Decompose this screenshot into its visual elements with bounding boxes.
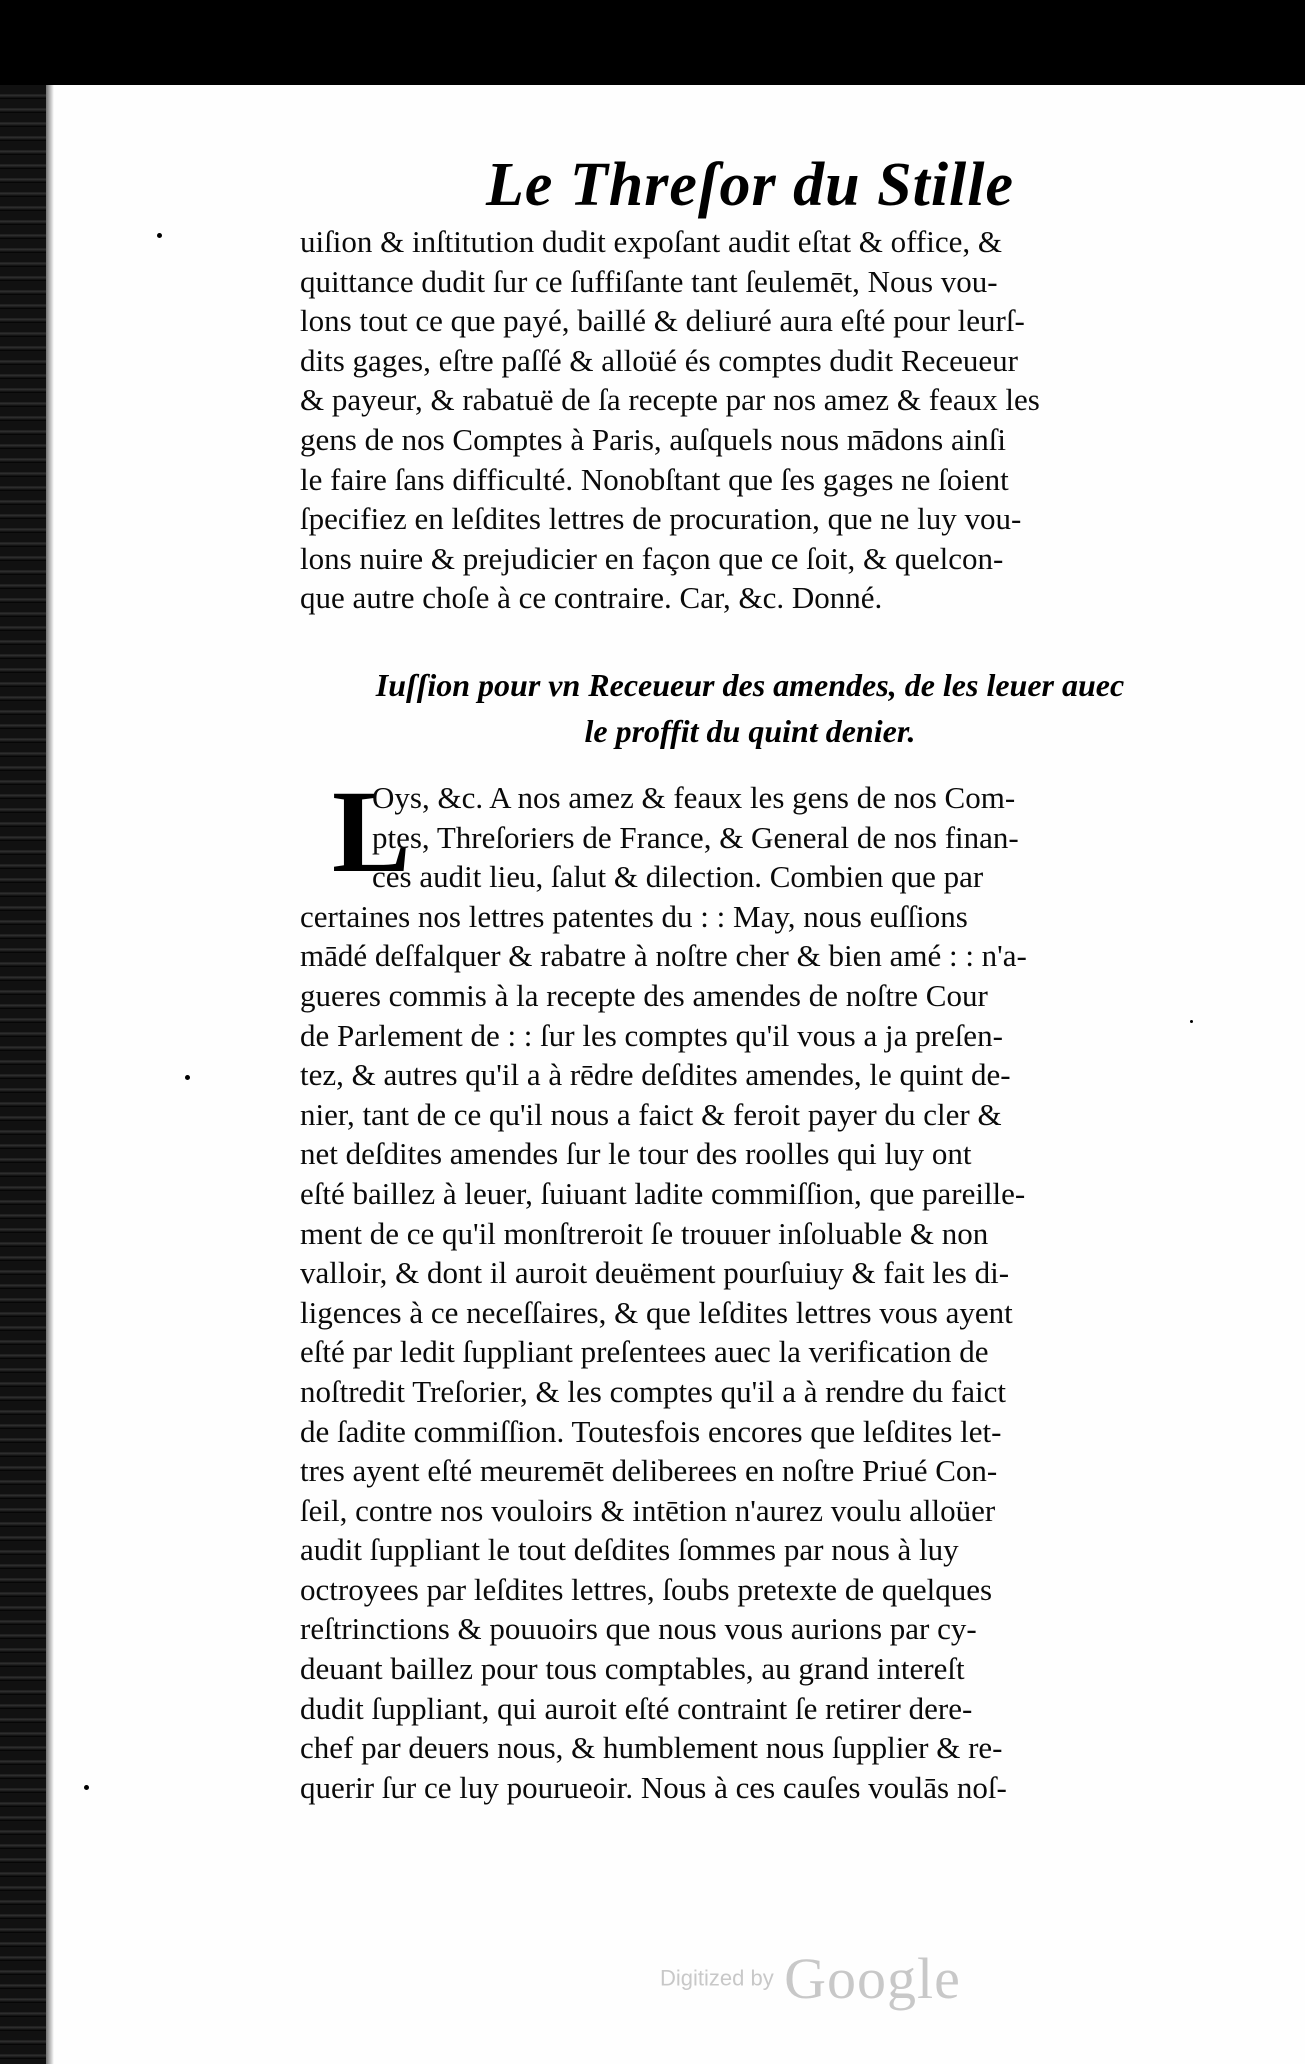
text-line: lons tout ce que payé, baillé & deliuré aura eſté pour leurſ- — [300, 303, 1025, 339]
text-line: certaines nos lettres patentes du : : May, nous euſſions — [300, 898, 968, 934]
text-line: dudit ſuppliant, qui auroit eſté contraint ſe retirer dere- — [300, 1690, 973, 1726]
text-line: net deſdites amendes ſur le tour des roolles qui luy ont — [300, 1136, 972, 1172]
text-line: reſtrinctions & pouuoirs que nous vous aurions par cy- — [300, 1611, 977, 1647]
ink-speck — [84, 1785, 89, 1790]
text-line: tez, & autres qu'il a à rēdre deſdites amendes, le quint de- — [300, 1057, 1011, 1093]
text-line: audit ſuppliant le tout deſdites ſommes par nous à luy — [300, 1532, 959, 1568]
digitized-watermark — [660, 1945, 961, 2012]
text-line: ligences à ce neceſſaires, & que leſdites lettres vous ayent — [300, 1294, 1013, 1330]
text-line: deuant baillez pour tous comptables, au grand intereſt — [300, 1651, 965, 1687]
ink-speck — [157, 233, 162, 238]
text-line: nier, tant de ce qu'il nous a faict & feroit payer du cler & — [300, 1096, 1002, 1132]
text-line: ment de ce qu'il monſtreroit ſe trouuer inſoluable & non — [300, 1215, 989, 1251]
text-line: ſpecifiez en leſdites lettres de procuration, que ne luy vou- — [300, 501, 1022, 537]
text-line: de ſadite commiſſion. Toutesfois encores que leſdites let- — [300, 1413, 1002, 1449]
text-line: dits gages, eſtre paſſé & alloüé és comptes dudit Receueur — [300, 342, 1018, 378]
text-line: ces audit lieu, ſalut & dilection. Combien que par — [372, 859, 984, 895]
main-paragraph — [300, 766, 1200, 1807]
section-heading — [300, 662, 1200, 754]
text-line: & payeur, & rabatuë de ſa recepte par nos amez & feaux les — [300, 382, 1040, 418]
text-line: eſté par ledit ſuppliant preſentees auec la verification de — [300, 1334, 989, 1370]
text-line: lons nuire & prejudicier en façon que ce ſoit, & quelcon- — [300, 540, 1004, 576]
drop-cap: L — [332, 766, 411, 897]
text-line: noſtredit Treſorier, & les comptes qu'il a à rendre du faict — [300, 1373, 1006, 1409]
watermark-prefix: Digitized by — [660, 1965, 774, 1991]
ink-speck — [1190, 1020, 1193, 1023]
text-line: querir ſur ce luy pourueoir. Nous à ces cauſes voulās noſ- — [300, 1769, 1007, 1805]
top-paragraph — [300, 222, 1200, 618]
scan-top-border — [0, 0, 1305, 85]
text-line: quittance dudit ſur ce ſuffiſante tant ſeulemēt, Nous vou- — [300, 263, 998, 299]
text-line: Oys, &c. A nos amez & feaux les gens de nos Com- — [372, 780, 1016, 815]
section-heading-line: Iuſſion pour vn Receueur des amendes, de les leuer auec — [375, 667, 1125, 703]
text-line: uiſion & inſtitution dudit expoſant audit eſtat & office, & — [300, 224, 1002, 259]
text-line: ſeil, contre nos vouloirs & intētion n'aurez voulu alloüer — [300, 1492, 996, 1528]
google-logo: Google — [784, 1946, 961, 2011]
ink-speck — [185, 1075, 190, 1080]
text-line: ptes, Threſoriers de France, & General de nos finan- — [372, 819, 1019, 855]
text-line: le faire ſans difficulté. Nonobſtant que ſes gages ne ſoient — [300, 461, 1009, 497]
text-line: eſté baillez à leuer, ſuiuant ladite commiſſion, que pareille- — [300, 1175, 1026, 1211]
section-heading-line: le proffit du quint denier. — [584, 713, 916, 749]
running-head: Le Threſor du Stille — [485, 151, 1015, 219]
text-line: que autre choſe à ce contraire. Car, &c. Donné. — [300, 580, 883, 616]
text-line: de Parlement de : : ſur les comptes qu'il vous a ja preſen- — [300, 1017, 1003, 1053]
text-line: gens de nos Comptes à Paris, auſquels nous mādons ainſi — [300, 421, 1007, 457]
text-line: mādé deſfalquer & rabatre à noſtre cher & bien amé : : n'a- — [300, 938, 1027, 974]
text-line: octroyees par leſdites lettres, ſoubs pretexte de quelques — [300, 1571, 993, 1607]
text-line: tres ayent eſté meuremēt deliberees en noſtre Priué Con- — [300, 1453, 998, 1489]
text-line: valloir, & dont il auroit deuëment pourſuiuy & fait les di- — [300, 1255, 1010, 1291]
book-binding-edge — [0, 85, 46, 2064]
text-line: gueres commis à la recepte des amendes de noſtre Cour — [300, 977, 988, 1013]
text-line: chef par deuers nous, & humblement nous ſupplier & re- — [300, 1730, 1003, 1766]
